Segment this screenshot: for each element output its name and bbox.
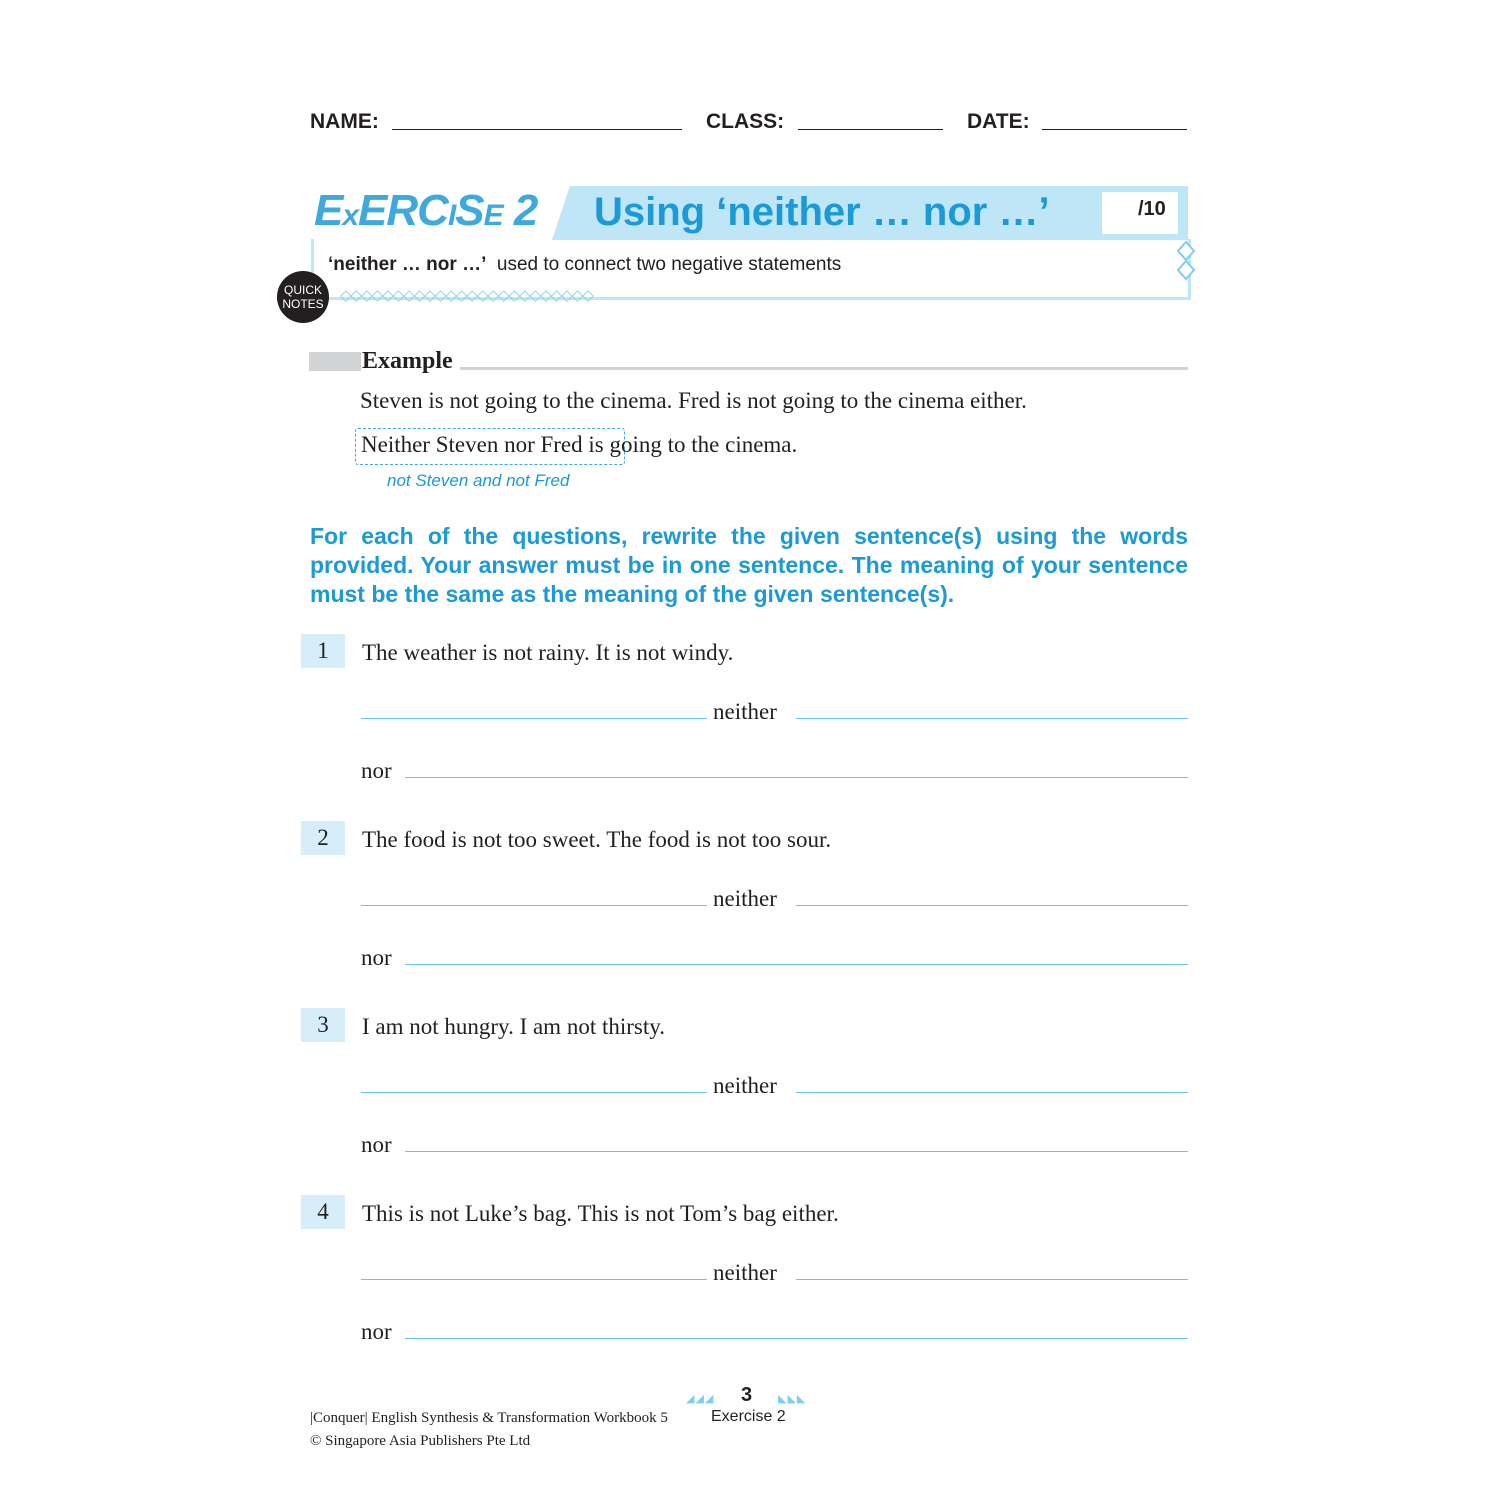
- page-number: 3: [741, 1384, 753, 1406]
- keyword-nor: nor: [361, 758, 392, 783]
- exercise-number: 2: [513, 186, 538, 235]
- question-text: The weather is not rainy. It is not windy.: [362, 640, 734, 665]
- question-number: 1: [301, 634, 345, 668]
- answer-line[interactable]: [405, 777, 1188, 778]
- answer-line[interactable]: [796, 718, 1188, 719]
- name-label: NAME:: [310, 110, 379, 133]
- example-rule: [460, 367, 1188, 370]
- page-label: Exercise 2: [711, 1408, 786, 1425]
- diamond-border-icon: ◇◇◇◇◇◇◇◇◇◇◇◇◇◇◇◇◇◇◇◇◇◇◇◇: [340, 288, 593, 304]
- quick-notes-term: ‘neither … nor …’: [328, 254, 487, 275]
- keyword-nor: nor: [361, 1132, 392, 1157]
- class-label: CLASS:: [706, 110, 785, 133]
- example-given: Steven is not going to the cinema. Fred is not going to the cinema either.: [360, 388, 1027, 413]
- answer-line[interactable]: [796, 905, 1188, 906]
- quick-notes-definition: used to connect two negative statements: [496, 254, 842, 275]
- copyright: © Singapore Asia Publishers Pte Ltd: [310, 1433, 531, 1449]
- keyword-neither: neither: [713, 1260, 777, 1285]
- quick-notes-text: [328, 254, 841, 276]
- example-label: Example: [362, 348, 453, 374]
- keyword-neither: neither: [713, 886, 777, 911]
- example-annotation: not Steven and not Fred: [387, 471, 570, 490]
- question-number: 4: [301, 1195, 345, 1229]
- answer-line[interactable]: [796, 1092, 1188, 1093]
- answer-line[interactable]: [361, 1279, 707, 1280]
- keyword-nor: nor: [361, 945, 392, 970]
- question-text: I am not hungry. I am not thirsty.: [362, 1014, 665, 1039]
- answer-line[interactable]: [405, 1338, 1188, 1339]
- question-text: This is not Luke’s bag. This is not Tom’s bag either.: [362, 1201, 839, 1226]
- example-answer: [361, 432, 797, 458]
- question-text: The food is not too sweet. The food is not too sour.: [362, 827, 832, 852]
- keyword-neither: neither: [713, 699, 777, 724]
- answer-line[interactable]: [361, 905, 707, 906]
- answer-line[interactable]: [405, 964, 1188, 965]
- answer-line[interactable]: [361, 718, 707, 719]
- diamond-ornament-icon: [1176, 240, 1196, 280]
- example-answer-rest: is going to the cinema.: [588, 432, 798, 457]
- keyword-neither: neither: [713, 1073, 777, 1098]
- answer-line[interactable]: [796, 1279, 1188, 1280]
- instructions: For each of the questions, rewrite the given sentence(s) using the words provided. Your answer must be in one sentence. The meaning of your sentence must be the same as the meaning of the given sentence(s).: [310, 523, 1188, 607]
- example-answer-highlight: Neither Steven nor Fred: [361, 432, 583, 457]
- left-triangles-icon: ◢◢◢: [686, 1393, 715, 1405]
- exercise-heading: Using ‘neither … nor …’: [594, 190, 1050, 234]
- quick-notes-badge: QUICK NOTES: [277, 271, 329, 323]
- answer-line[interactable]: [361, 1092, 707, 1093]
- answer-line[interactable]: [405, 1151, 1188, 1152]
- right-triangles-icon: ◣◣◣: [778, 1393, 807, 1405]
- class-field[interactable]: [798, 129, 943, 130]
- question-number: 2: [301, 821, 345, 855]
- name-field[interactable]: [392, 129, 682, 130]
- question-number: 3: [301, 1008, 345, 1042]
- exercise-wordmark: ExERCISE 2: [314, 186, 538, 235]
- book-title: |Conquer| English Synthesis & Transformation Workbook 5: [310, 1410, 668, 1426]
- date-label: DATE:: [967, 110, 1030, 133]
- date-field[interactable]: [1042, 129, 1187, 130]
- example-bar: [309, 352, 361, 371]
- keyword-nor: nor: [361, 1319, 392, 1344]
- score-total: /10: [1138, 198, 1166, 220]
